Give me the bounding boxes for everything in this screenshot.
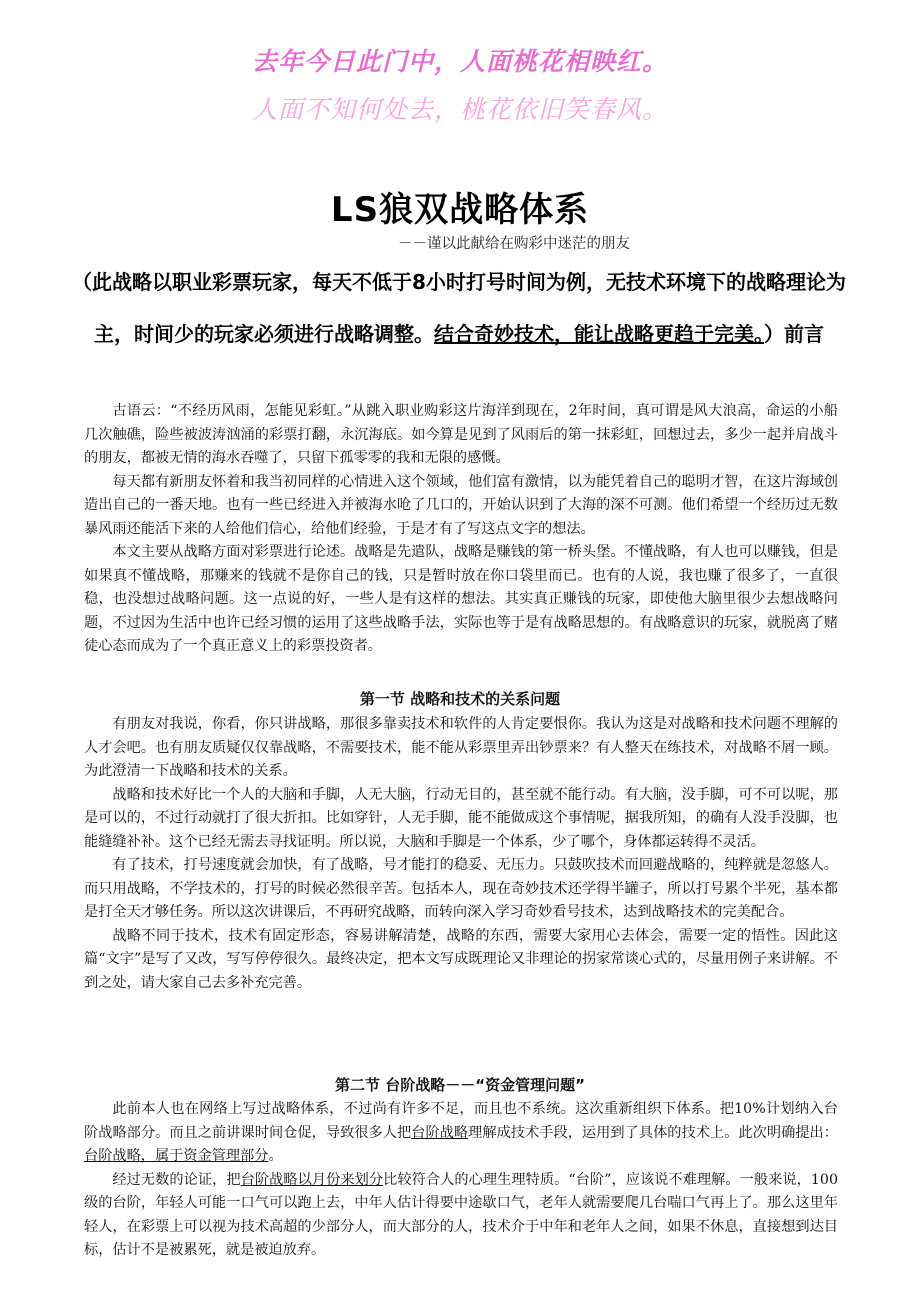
section-2-underlined-text: 台阶战略 — [411, 1124, 469, 1141]
intro-statement — [64, 256, 854, 360]
section-2-heading: 第二节 台阶战略－－“资金管理问题” — [335, 1076, 585, 1094]
intro-preface-label: ）前言 — [764, 322, 824, 346]
poem-line-1: 去年今日此门中，人面桃花相映红。 — [251, 47, 668, 76]
preface-paragraph: 本文主要从战略方面对彩票进行论述。战略是先遣队，战略是赚钱的第一桥头堡。不懂战略，有人也可以赚钱，但是如果真不懂战略，那赚来的钱就不是你自己的钱，只是暂时放在你口袋里而已。也有的人说，我也赚了很多了，一直很稳，也没想过战略问题。这一点说的好，一些人是有这样的想法。其实真正赚钱的玩家，即使他大脑里很少去想战略问题，不过因为生活中也许已经习惯的运用了这些战略手法，实际也等于是有战略思想的。有战略意识的玩家，就脱离了赌徒心态而成为了一个真正意义上的彩票投资者。 — [84, 544, 838, 654]
section-2-text: 比较符合人的心理生理特质。“台阶”，应该说不难理解。一般来说，100级的台阶，年轻人可能一口气可以跑上去，中年人估计得要中途歇口气，老年人就需要爬几台喘口气再上了。那么这里年轻人，在彩票上可以视为技术高超的少部分人，而大部分的人，技术介于中年和老年人之间，如果不休息，直接想到达目标，估计不是被累死，就是被迫放弃。 — [84, 1171, 838, 1258]
section-1-paragraph: 有朋友对我说，你看，你只讲战略，那很多靠卖技术和软件的人肯定要恨你。我认为这是对战略和技术问题不理解的人才会吧。也有朋友质疑仅仅靠战略，不需要技术，能不能从彩票里弄出钞票来？有人整天在练技术，对战略不屑一顾。为此澄清一下战略和技术的关系。 — [84, 716, 838, 779]
section-2-text: 经过无数的论证，把 — [112, 1171, 241, 1188]
preface-section — [84, 400, 838, 659]
section-2-text: 理解成技术手段，运用到了具体的技术上。此次明确提出： — [468, 1124, 838, 1141]
section-1-paragraph: 战略和技术好比一个人的大脑和手脚，人无大脑，行动无目的，甚至就不能行动。有大脑，没手脚，可不可以呢，那是可以的，不过行动就打了很大折扣。比如穿针，人无手脚，能不能做成这个事情呢，据我所知，的确有人没手没脚，也能缝缝补补。这个已经无需去寻找证明。所以说，大脑和手脚是一个体系，少了哪个，身体都运转得不灵活。 — [84, 786, 838, 850]
section-2-underlined-text: 台阶战略以月份来划分 — [240, 1171, 384, 1188]
section-1-heading: 第一节 战略和技术的关系问题 — [359, 690, 561, 708]
section-2-paragraph — [84, 1169, 838, 1263]
preface-paragraph: 古语云：“不经历风雨，怎能见彩虹。”从跳入职业购彩这片海洋到现在，2年时间，真可谓是风大浪高，命运的小船几次触礁，险些被波涛汹涌的彩票打翻，永沉海底。如今算是见到了风雨后的第一抹彩虹，回想过去，多少一起并肩战斗的朋友，都被无情的海水吞噬了，只留下孤零零的我和无限的感慨。 — [84, 403, 838, 466]
document-title: LS狼双战略体系 — [330, 190, 590, 230]
section-1-paragraph: 有了技术，打号速度就会加快，有了战略，号才能打的稳妥、无压力。只鼓吹技术而回避战略的，纯粹就是忽悠人。而只用战略，不学技术的，打号的时候必然很辛苦。包括本人，现在奇妙技术还学得半罐子，所以打号累个半死，基本都是打全天才够任务。所以这次讲课后，不再研究战略，而转向深入学习奇妙看号技术，达到战略技术的完美配合。 — [84, 857, 838, 920]
section-2-text: 此前本人也在网络上写过战略体系，不过尚有许多不足，而且也不系统。这次重新组织下体系。把10%计划纳入台阶战略部分。而且之前讲课时间仓促，导致很多人把 — [84, 1101, 838, 1141]
section-2-body — [84, 1098, 838, 1263]
section-2-text: 。 — [268, 1148, 283, 1164]
section-2-paragraph — [84, 1098, 838, 1169]
document-subtitle: －－谨以此献给在购彩中迷茫的朋友 — [398, 236, 630, 252]
poem-line-2: 人面不知何处去，桃花依旧笑春风。 — [251, 95, 668, 124]
preface-paragraph: 每天都有新朋友怀着和我当初同样的心情进入这个领域，他们富有激情，以为能凭着自己的聪明才智，在这片海域创造出自己的一番天地。也有一些已经进入并被海水呛了几口的，开始认识到了大海的深不可测。他们希望一个经历过无数暴风雨还能活下来的人给他们信心，给他们经验，于是才有了写这点文字的想法。 — [84, 473, 838, 537]
section-1-body — [84, 713, 838, 995]
section-2-underlined-text: 台阶战略，属于资金管理部分 — [84, 1148, 269, 1164]
intro-text: （此战略以职业彩票玩家，每天不低于8小时打号时间为例，无技术环境下的战略理论为主，时间少的玩家必须进行战略调整。 — [72, 270, 846, 346]
intro-underlined-text: 结合奇妙技术，能让战略更趋于完美。 — [434, 322, 764, 346]
section-1-paragraph: 战略不同于技术，技术有固定形态，容易讲解清楚，战略的东西，需要大家用心去体会，需要一定的悟性。因此这篇“文字”是写了又改，写写停停很久。最终决定，把本文写成既理论又非理论的拐家常谈心式的，尽量用例子来讲解。不到之处，请大家自己去多补充完善。 — [84, 927, 838, 991]
